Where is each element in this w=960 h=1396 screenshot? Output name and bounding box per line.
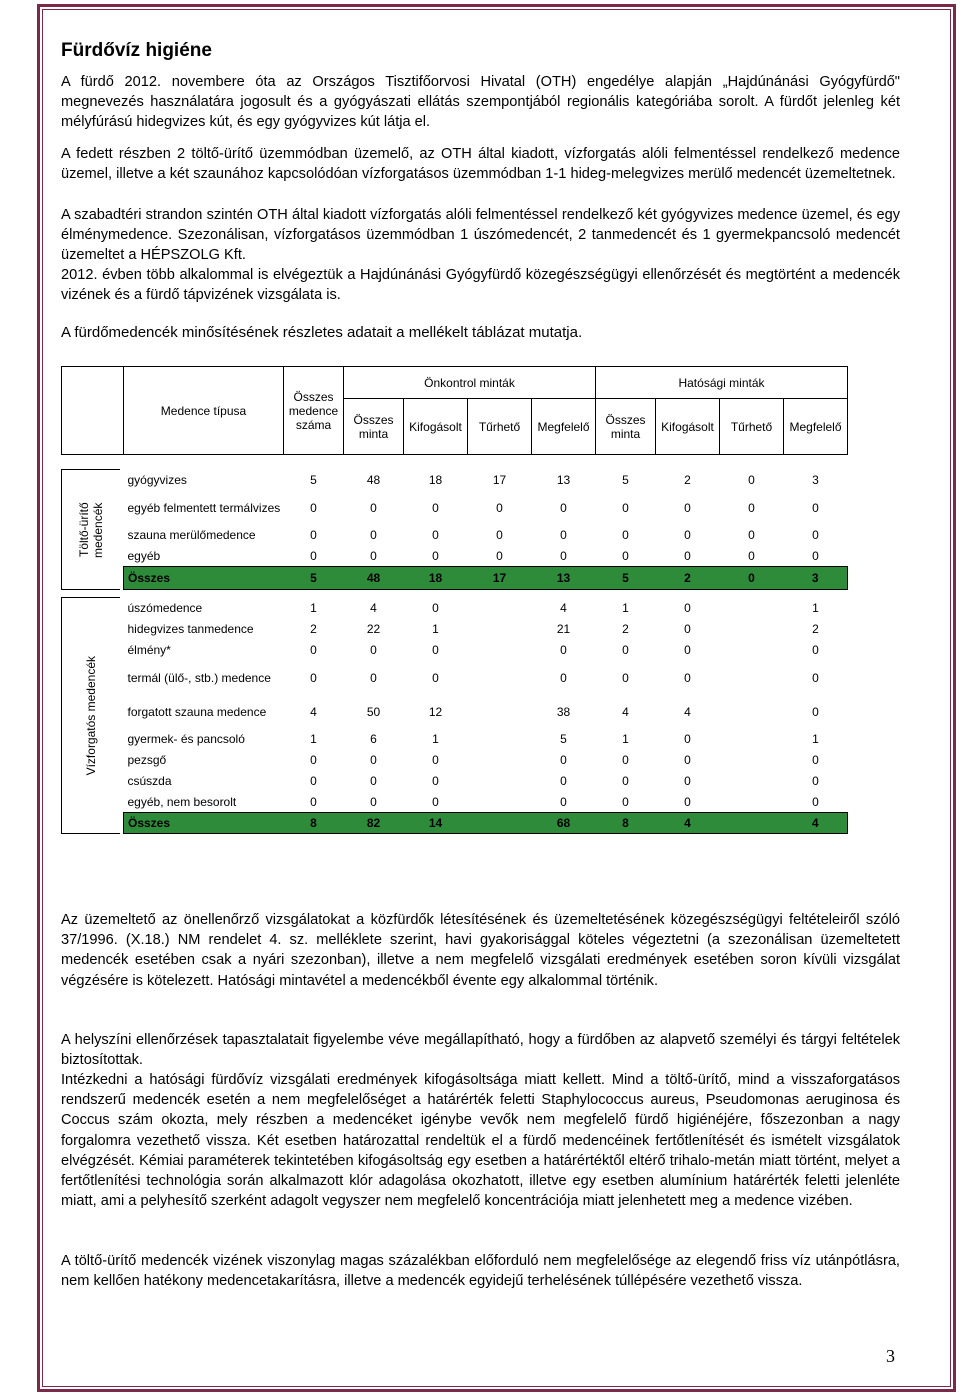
value-cell: 50 — [366, 704, 381, 719]
value-cell — [468, 598, 532, 619]
header-self-total: Összes minta — [344, 399, 404, 455]
value-cell: 0 — [622, 774, 629, 788]
value-cell: 2 — [684, 473, 691, 487]
value-cell: 0 — [432, 643, 439, 657]
value-cell: 0 — [684, 528, 691, 542]
value-cell: 1 — [812, 601, 819, 615]
value-cell: 0 — [684, 794, 691, 809]
group-label: Töltő-ürítő medencék — [76, 501, 105, 558]
pool-type-cell: Összes — [124, 567, 284, 590]
outro-paragraph-2: A helyszíni ellenőrzések tapasztalatait figyelembe véve megállapítható, hogy a fürdőben az alapvető személyi és tárgyi feltételek biztosítottak. — [61, 1032, 900, 1069]
value-cell: 17 — [468, 567, 532, 590]
value-cell: 0 — [370, 643, 377, 657]
value-cell: 13 — [556, 473, 571, 487]
table-row — [62, 491, 848, 525]
header-self-ok: Megfelelő — [532, 399, 596, 455]
value-cell: 0 — [432, 601, 439, 615]
value-cell: 6 — [370, 732, 377, 746]
table-row — [62, 729, 848, 750]
value-cell: 0 — [560, 528, 567, 542]
value-cell — [468, 729, 532, 750]
value-cell: 0 — [748, 528, 755, 542]
pool-quality-table — [61, 366, 848, 834]
value-cell — [720, 661, 784, 695]
value-cell: 4 — [622, 704, 629, 719]
outro-paragraph-4: A töltő-ürítő medencék vizének viszonylag magas százalékban előforduló nem megfelelősége az elegendő friss víz utánpótlásra, nem kellően hatékony medencetakarításra, illetve a medencék egyidejű terhelésének túllépésére vezethető vissza. — [61, 1253, 900, 1290]
table-row — [62, 661, 848, 695]
value-cell: 0 — [684, 753, 691, 767]
header-self-control: Önkontrol minták — [344, 367, 596, 399]
value-cell — [468, 619, 532, 640]
value-cell: 0 — [812, 670, 819, 685]
value-cell — [468, 792, 532, 813]
value-cell: 18 — [404, 567, 468, 590]
value-cell: 2 — [310, 622, 317, 636]
page-title: Fürdővíz higiéne — [61, 40, 212, 61]
pool-type-cell: Összes — [124, 813, 284, 834]
value-cell: 8 — [596, 813, 656, 834]
header-type: Medence típusa — [124, 367, 284, 455]
table-row — [62, 771, 848, 792]
value-cell: 0 — [684, 643, 691, 657]
value-cell: 0 — [432, 500, 439, 515]
value-cell: 4 — [656, 813, 720, 834]
value-cell: 0 — [310, 794, 317, 809]
pool-type-cell: gyógyvizes — [127, 473, 187, 487]
value-cell: 0 — [310, 528, 317, 542]
value-cell: 48 — [366, 473, 381, 487]
value-cell: 0 — [370, 670, 377, 685]
intro-paragraph-4: 2012. évben több alkalommal is elvégeztük a Hajdúnánási Gyógyfürdő közegészségügyi ellenőrzését és megtörtént a medencék vizének és a fürdő tápvizének vizsgálata is. — [61, 267, 900, 304]
value-cell: 0 — [684, 601, 691, 615]
header-count: Összes medence száma — [284, 367, 344, 455]
value-cell: 0 — [684, 500, 691, 515]
value-cell: 38 — [556, 704, 571, 719]
value-cell: 0 — [684, 732, 691, 746]
value-cell: 1 — [432, 732, 439, 746]
value-cell: 0 — [812, 528, 819, 542]
value-cell: 0 — [370, 528, 377, 542]
value-cell: 82 — [344, 813, 404, 834]
value-cell: 0 — [370, 500, 377, 515]
pool-type-cell: egyéb — [127, 548, 161, 563]
pool-type-cell: pezsgő — [127, 753, 167, 767]
value-cell: 0 — [370, 548, 377, 563]
value-cell — [468, 750, 532, 771]
value-cell: 0 — [310, 548, 317, 563]
value-cell: 0 — [310, 670, 317, 685]
value-cell: 4 — [560, 601, 567, 615]
value-cell: 0 — [560, 794, 567, 809]
value-cell: 0 — [432, 670, 439, 685]
value-cell: 0 — [560, 753, 567, 767]
value-cell: 21 — [556, 622, 571, 636]
value-cell — [468, 813, 532, 834]
table-row — [62, 695, 848, 729]
table-row — [62, 525, 848, 546]
value-cell: 1 — [622, 732, 629, 746]
table-sum-row — [62, 813, 848, 834]
value-cell: 0 — [684, 622, 691, 636]
table-row — [62, 546, 848, 567]
header-corner — [62, 367, 124, 455]
pool-type-cell: élmény* — [127, 643, 171, 657]
value-cell — [720, 771, 784, 792]
value-cell: 0 — [560, 774, 567, 788]
intro-paragraph-2: A fedett részben 2 töltő-ürítő üzemmódban üzemelő, az OTH által kiadott, vízforgatás alóli felmentéssel rendelkező medence üzemel, illetve a két szaunához kapcsolódóan vízforgatásos üzemmódban 1-1 hideg-melegvizes merülő medencét üzemeltetnek. — [61, 146, 900, 183]
outro-paragraph-3: Intézkedni a hatósági fürdővíz vizsgálati eredmények kifogásoltsága miatt kellett. Mind a töltő-ürítő, mind a visszaforgatásos rendszerű medencék esetén a nem megfelelőséget a határérték feletti Staphylococcus aureus, Pseudomonas aeruginosa és Coccus szám okozta, mely részben a medencéket igénybe vevők nem megfelelő fürdő higiénéjére, főszezonban a nagy forgalomra vezethető vissza. Két esetben határozattal rendeltük el a fürdő medencéinek fertőtlenítését és ismételt vizsgálatok elvégzését. Kémiai paraméterek tekintetében kifogásoltság egy esetben a határértéktől eltérő trihalo-metán miatt történt, melyet a fertőtlenítési technológia során alkalmazott klór adagolása okozhatott, illetve egy esetben alumínium határérték feletti jelenléte miatt, ami a pelyhesítő szerként adagolt vegyszer nem megfelelő koncentrációja miatt jelenhetett meg a medence vizében. — [61, 1072, 900, 1210]
table-row — [62, 640, 848, 661]
pool-type-cell: úszómedence — [127, 601, 203, 615]
value-cell: 0 — [812, 643, 819, 657]
pool-type-cell: szauna merülőmedence — [127, 528, 256, 542]
value-cell: 0 — [812, 774, 819, 788]
outro-paragraph-1: Az üzemeltető az önellenőrző vizsgálatokat a közfürdők létesítésének és üzemeltetésének közegészségügyi feltételeiről szóló 37/1996. (X.18.) NM rendelet 4. sz. melléklete szerint, havi gyakorisággal köteles végeztetni (a szezonálisan üzemeltetett medencék esetében csak a nyári szezonban), illetve a nem megfelelő vizsgálati eredmények esetében soron kívüli vizsgálat végzésére is kötelezett. Hatósági mintavétel a medencékből évente egy alkalommal történik. — [61, 912, 900, 989]
value-cell: 0 — [812, 548, 819, 563]
value-cell: 5 — [284, 567, 344, 590]
header-self-tolerable: Tűrhető — [468, 399, 532, 455]
value-cell: 8 — [284, 813, 344, 834]
table-row — [62, 470, 848, 491]
value-cell: 3 — [784, 567, 848, 590]
value-cell: 0 — [622, 753, 629, 767]
value-cell: 0 — [622, 528, 629, 542]
value-cell: 0 — [812, 704, 819, 719]
pool-type-cell: hidegvizes tanmedence — [127, 622, 254, 636]
value-cell: 0 — [622, 670, 629, 685]
pool-type-cell: forgatott szauna medence — [127, 704, 267, 719]
value-cell: 0 — [622, 548, 629, 563]
pool-type-cell: egyéb felmentett termálvizes — [127, 500, 281, 515]
value-cell: 0 — [622, 500, 629, 515]
header-authority: Hatósági minták — [596, 367, 848, 399]
value-cell: 0 — [432, 753, 439, 767]
table-intro: A fürdőmedencék minősítésének részletes adatait a mellékelt táblázat mutatja. — [61, 324, 583, 341]
page-number: 3 — [886, 1346, 895, 1366]
value-cell: 0 — [310, 643, 317, 657]
value-cell — [468, 695, 532, 729]
value-cell: 0 — [748, 500, 755, 515]
value-cell: 0 — [496, 548, 503, 563]
value-cell: 0 — [370, 774, 377, 788]
value-cell: 0 — [748, 473, 755, 487]
value-cell — [720, 813, 784, 834]
value-cell: 0 — [310, 774, 317, 788]
value-cell: 5 — [596, 567, 656, 590]
pool-type-cell: termál (ülő-, stb.) medence — [127, 670, 271, 685]
value-cell: 0 — [370, 794, 377, 809]
value-cell: 1 — [310, 601, 317, 615]
value-cell: 0 — [432, 528, 439, 542]
value-cell: 14 — [404, 813, 468, 834]
value-cell: 0 — [560, 500, 567, 515]
table-row — [62, 619, 848, 640]
value-cell: 2 — [656, 567, 720, 590]
header-auth-rejected: Kifogásolt — [656, 399, 720, 455]
value-cell: 0 — [748, 548, 755, 563]
value-cell: 5 — [560, 732, 567, 746]
value-cell: 0 — [622, 794, 629, 809]
intro-paragraph-3: A szabadtéri strandon szintén OTH által kiadott vízforgatás alóli felmentéssel rendelkező két gyógyvizes medence üzemel, és egy élménymedence. Szezonálisan, vízforgatásos üzemmódban 1 úszómedencét, 2 tanmedencét és 1 gyermekpancsoló medencét üzemeltet a HÉPSZOLG Kft. — [61, 207, 900, 264]
value-cell: 5 — [310, 473, 317, 487]
group-label: Vízforgatós medencék — [83, 655, 98, 776]
value-cell — [468, 771, 532, 792]
header-self-rejected: Kifogásolt — [404, 399, 468, 455]
pool-type-cell: gyermek- és pancsoló — [127, 732, 245, 746]
header-auth-ok: Megfelelő — [784, 399, 848, 455]
intro-paragraph-1: A fürdő 2012. novembere óta az Országos Tisztifőorvosi Hivatal (OTH) engedélye alapján „Hajdúnánási Gyógyfürdő" megnevezés használatára jogosult és a gyógyászati ellátás szempontjából regionális kategóriába sorolt. A fürdőt jelenleg két mélyfúrású hidegvizes kút, és egy gyógyvizes kút látja el. — [61, 74, 900, 131]
value-cell: 0 — [432, 548, 439, 563]
value-cell: 3 — [812, 473, 819, 487]
pool-type-cell: csúszda — [127, 774, 172, 788]
value-cell: 4 — [370, 601, 377, 615]
table-sum-row — [62, 567, 848, 590]
value-cell: 4 — [684, 704, 691, 719]
value-cell: 5 — [622, 473, 629, 487]
value-cell: 0 — [684, 774, 691, 788]
header-auth-tolerable: Tűrhető — [720, 399, 784, 455]
value-cell: 0 — [684, 670, 691, 685]
value-cell — [720, 729, 784, 750]
value-cell: 68 — [532, 813, 596, 834]
value-cell: 4 — [784, 813, 848, 834]
table-row — [62, 792, 848, 813]
value-cell — [720, 598, 784, 619]
value-cell: 2 — [812, 622, 819, 636]
value-cell: 13 — [532, 567, 596, 590]
value-cell: 0 — [432, 794, 439, 809]
value-cell: 1 — [622, 601, 629, 615]
value-cell: 0 — [720, 567, 784, 590]
value-cell: 0 — [496, 528, 503, 542]
header-auth-total: Összes minta — [596, 399, 656, 455]
value-cell — [468, 640, 532, 661]
value-cell — [468, 661, 532, 695]
value-cell: 0 — [496, 500, 503, 515]
value-cell: 0 — [432, 774, 439, 788]
value-cell — [720, 695, 784, 729]
value-cell: 0 — [560, 670, 567, 685]
value-cell: 1 — [432, 622, 439, 636]
pool-type-cell: egyéb, nem besorolt — [127, 794, 237, 809]
value-cell: 0 — [622, 643, 629, 657]
value-cell: 0 — [812, 753, 819, 767]
value-cell: 0 — [310, 500, 317, 515]
value-cell: 0 — [310, 753, 317, 767]
value-cell: 2 — [622, 622, 629, 636]
value-cell: 0 — [560, 643, 567, 657]
value-cell: 12 — [428, 704, 443, 719]
value-cell: 48 — [344, 567, 404, 590]
value-cell: 0 — [812, 500, 819, 515]
value-cell: 0 — [370, 753, 377, 767]
value-cell — [720, 619, 784, 640]
value-cell: 18 — [428, 473, 443, 487]
value-cell — [720, 750, 784, 771]
table-row — [62, 750, 848, 771]
value-cell — [720, 640, 784, 661]
value-cell: 1 — [310, 732, 317, 746]
value-cell: 0 — [560, 548, 567, 563]
value-cell: 4 — [310, 704, 317, 719]
value-cell: 17 — [492, 473, 507, 487]
value-cell: 0 — [812, 794, 819, 809]
value-cell: 1 — [812, 732, 819, 746]
value-cell: 22 — [366, 622, 381, 636]
table-row — [62, 598, 848, 619]
value-cell: 0 — [684, 548, 691, 563]
value-cell — [720, 792, 784, 813]
